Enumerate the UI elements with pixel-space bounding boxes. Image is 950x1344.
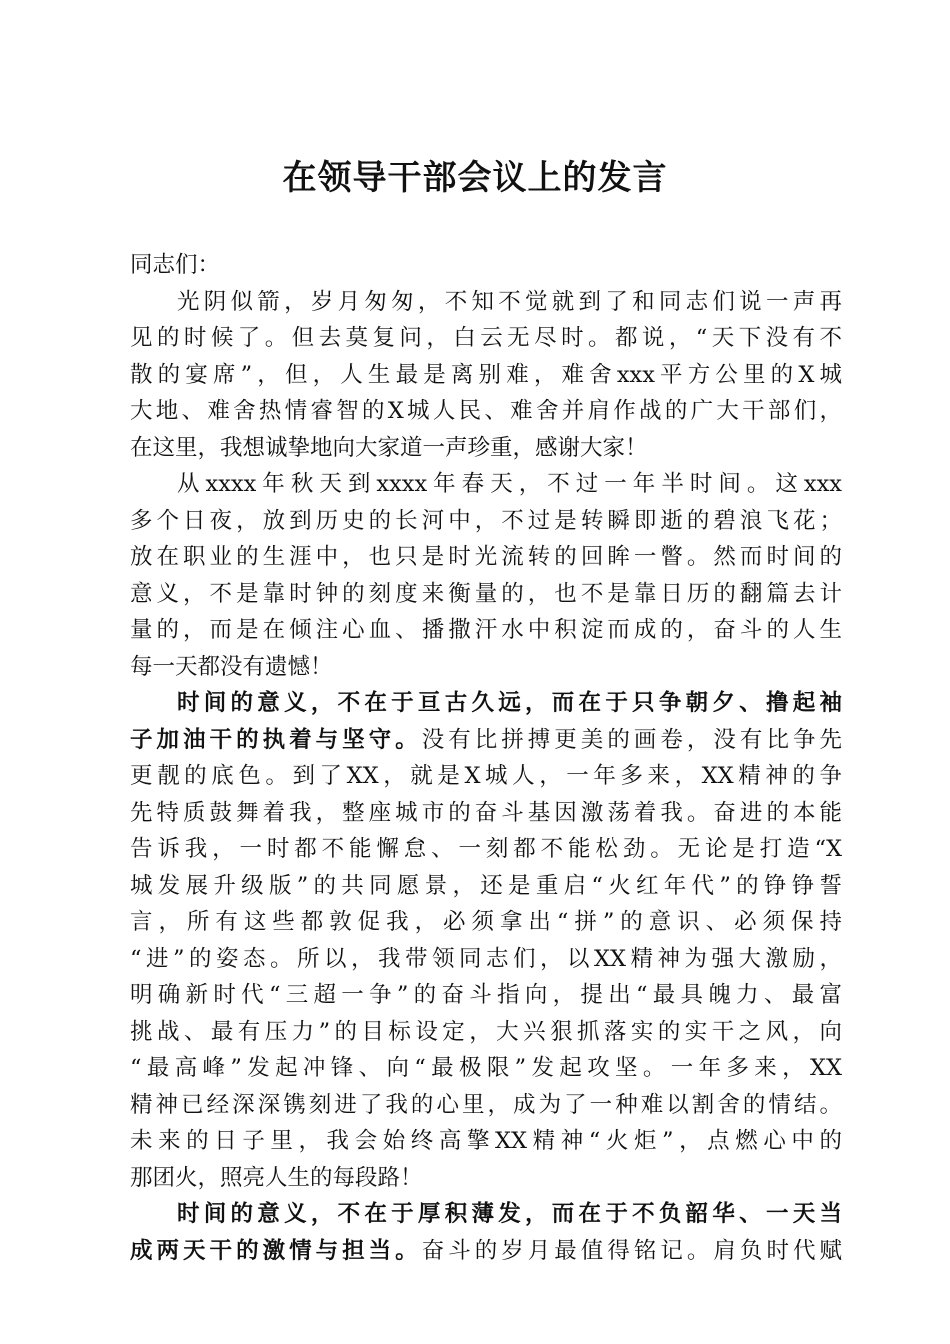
document-body (130, 247, 842, 1269)
paragraph-2-line-4: 意义，不是靠时钟的刻度来衡量的，也不是靠日历的翻篇去计 (130, 580, 842, 607)
paragraph-4-line-2 (130, 1233, 842, 1270)
paragraph-2-line-6: 每一天都没有遗憾！ (130, 653, 333, 680)
paragraph-3-line-5: 告诉我，一时都不能懈怠、一刻都不能松劲。无论是打造“X (130, 836, 842, 862)
paragraph-3-line-2 (130, 722, 842, 759)
paragraph-3-line-11: “最高峰”发起冲锋、向“最极限”发起攻坚。一年多来，XX (130, 1055, 842, 1081)
paragraph-3-line-3: 更靓的底色。到了XX，就是X城人，一年多来，XX精神的争 (130, 763, 842, 789)
paragraph-1-line-2: 见的时候了。但去莫复问，白云无尽时。都说，“天下没有不 (130, 325, 842, 351)
paragraph-2-line-5: 量的，而是在倾注心血、播撒汗水中积淀而成的，奋斗的人生 (130, 617, 842, 643)
paragraph-2-line-3: 放在职业的生涯中，也只是时光流转的回眸一瞥。然而时间的 (130, 544, 842, 570)
paragraph-2-line-2: 多个日夜，放到历史的长河中，不过是转瞬即逝的碧浪飞花； (130, 507, 842, 534)
paragraph-3-line-6: 城发展升级版”的共同愿景，还是重启“火红年代”的铮铮誓 (130, 872, 842, 899)
paragraph-3-line-9: 明确新时代“三超一争”的奋斗指向，提出“最具魄力、最富 (130, 982, 842, 1008)
paragraph-3-line-12: 精神已经深深镌刻进了我的心里，成为了一种难以割舍的情结。 (130, 1091, 842, 1118)
document-title: 在领导干部会议上的发言 (282, 158, 668, 198)
paragraph-3-line-2-rest: 没有比拼搏更美的画卷，没有比争先 (421, 726, 842, 753)
paragraph-3-line-4: 先特质鼓舞着我，整座城市的奋斗基因激荡着我。奋进的本能 (130, 799, 842, 826)
paragraph-1-line-5: 在这里，我想诚挚地向大家道一声珍重，感谢大家！ (130, 434, 648, 461)
paragraph-2-line-1: 从xxxx年秋天到xxxx年春天，不过一年半时间。这xxx (177, 471, 842, 497)
paragraph-3-line-14: 那团火，照亮人生的每段路！ (130, 1164, 423, 1191)
paragraph-3-line-13: 未来的日子里，我会始终高擎XX精神“火炬”，点燃心中的 (130, 1128, 842, 1154)
paragraph-1-line-4: 大地、难舍热情睿智的X城人民、难舍并肩作战的广大干部们， (130, 398, 842, 424)
paragraph-3-lead-line-2: 子加油干的执着与坚守。 (130, 726, 422, 753)
paragraph-4-line-2-rest: 奋斗的岁月最值得铭记。肩负时代赋 (421, 1237, 842, 1264)
paragraph-4-lead-line-1: 时间的意义，不在于厚积薄发，而在于不负韶华、一天当 (177, 1201, 842, 1227)
paragraph-4-lead-line-2: 成两天干的激情与担当。 (130, 1237, 422, 1264)
paragraph-3-line-7: 言，所有这些都敦促我，必须拿出“拼”的意识、必须保持 (130, 909, 842, 935)
salutation: 同志们： (130, 252, 221, 278)
paragraph-3-line-10: 挑战、最有压力”的目标设定，大兴狠抓落实的实干之风，向 (130, 1018, 842, 1045)
paragraph-3-line-8: “进”的姿态。所以，我带领同志们，以XX精神为强大激励， (130, 945, 842, 972)
paragraph-1-line-3: 散的宴席”，但，人生最是离别难，难舍xxx平方公里的X城 (130, 361, 842, 388)
paragraph-3-lead-line-1: 时间的意义，不在于亘古久远，而在于只争朝夕、撸起袖 (177, 690, 842, 716)
paragraph-1-line-1: 光阴似箭，岁月匆匆，不知不觉就到了和同志们说一声再 (177, 288, 842, 315)
